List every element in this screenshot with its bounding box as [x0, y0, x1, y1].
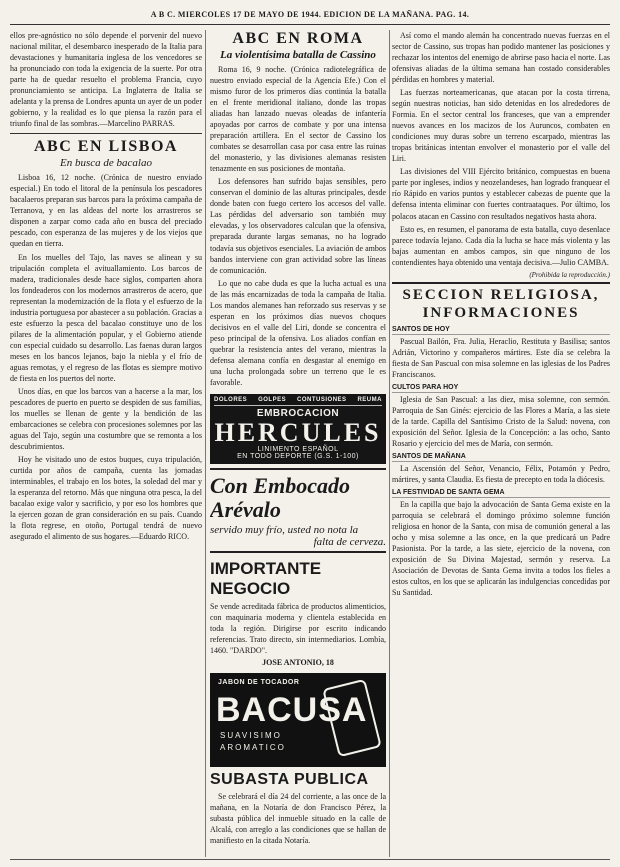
ad-tag: REUMA: [357, 396, 382, 403]
article-paragraph: Esto es, en resumen, el panorama de esta batalla, cuyo desenlace parece todavía lejano. Cada día la lucha se hace más violenta y las bajas aumentan en ambos campos, sin que ninguno de los contendientes haya obtenido una ventaja decisiva.—Julio CAMBA.: [392, 224, 610, 267]
column-religion: [392, 30, 610, 857]
ad-line: EN TODO DEPORTE (G.S. 1-100): [237, 453, 359, 461]
subsection-heading: CULTOS PARA HOY: [392, 384, 610, 393]
ad-tag: CONTUSIONES: [297, 396, 347, 403]
article-paragraph: Así como el mando alemán ha concentrado nuevas fuerzas en el sector de Cassino, sus tropas han podido mantener las posiciones y rechazar los intentos del enemigo de abrirse paso hacia el norte. Las ofensivas aliadas de la última semana han costado considerables pérdidas en hombres y material.: [392, 31, 610, 85]
ad-tag: DOLORES: [214, 396, 248, 403]
ad-line: servido muy frío, usted no nota la: [210, 523, 359, 536]
subsection-heading: SANTOS DE MAÑANA: [392, 453, 610, 462]
subsection-text: Iglesia de San Pascual: a las diez, misa solemne, con sermón. Parroquia de San Ginés: ejercicio de las Flores a María, a las siete de la tarde. Capilla del Santísimo Cristo de la Salud: novena, con exposición del Señor. Iglesia de la Concepción: a las ocho, Santo Rosario y ejercicio del mes de María, con sermón.: [392, 394, 610, 448]
ad-brand: BACUSA: [216, 690, 368, 729]
column-rule: [205, 30, 206, 857]
subsection-text: En la capilla que bajo la advocación de Santa Gema existe en la parroquia se celebrará el domingo próximo solemne función religiosa en honor de la Santa, con misa de comunión general a las ocho y misa solemne a las once, en la que predicará un Padre Pasionista. Por la tarde, a las siete, ejercicio de la novena, con exposición de Su Divina Majestad, sermón y reserva. La Asociación de Devotas de Santa Gema invita a todos los fieles a estos cultos, en los que se aplicarán las indulgencias concedidas por Su Santidad.: [392, 500, 610, 598]
ad-embocado: [210, 474, 386, 547]
section-subtitle: La violentísima batalla de Cassino: [220, 49, 376, 61]
column-roma: [210, 30, 386, 857]
subsection-heading: LA FESTIVIDAD DE SANTA GEMA: [392, 489, 610, 498]
ad-line: LINIMENTO ESPAÑOL: [257, 446, 339, 454]
ad-line: JABON DE TOCADOR: [218, 678, 300, 686]
section-title: ABC EN LISBOA: [34, 138, 178, 156]
divider: [210, 551, 386, 553]
ad-negocio: [210, 559, 386, 667]
ad-subasta: [210, 771, 386, 846]
subsection-heading: SANTOS DE HOY: [392, 326, 610, 335]
column-rule: [389, 30, 390, 857]
page-footer-rule: [10, 859, 610, 864]
section-title: SECCION RELIGIOSA,: [402, 286, 600, 303]
ad-title: Con Embocado Arévalo: [210, 473, 350, 523]
article-paragraph: En los muelles del Tajo, las naves se alinean y su tripulación completa el avituallamiento. Los barcos de madera, tradicionales desde hace siglos, comparten ahora los fondeaderos con los modernos arrastreros de acero, que representan la modernización de la flota y el esfuerzo de la industria portuguesa por abastecer a su población. Gracias a este esfuerzo la pesca del bacalao constituye uno de los pilares de la alimentación popular, y el Gobierno atiende con especial cuidado su desarrollo. Las faenas duran largos meses en los bancos lejanos, bajo la niebla y el frío de aguas remotas, y el regreso de las flotas es siempre motivo de fiesta en los puertos del norte.: [10, 252, 202, 383]
divider: [10, 133, 202, 134]
ad-line: EMBROCACION: [256, 407, 340, 419]
divider: [392, 282, 610, 284]
article-paragraph: Unos días, en que los barcos van a hacerse a la mar, los pescadores de puerto en puerto se despiden de sus familias, los muelles se llenan de gente y la bendición de las embarcaciones se celebra con procesiones solemnes por las aguas del Tajo, según una costumbre que se remonta a los descubrimientos.: [10, 386, 202, 452]
ad-tag: GOLPES: [258, 396, 287, 403]
ad-bacusa: [210, 673, 386, 767]
reproduction-note: (Prohibida la reproducción.): [529, 270, 610, 279]
section-subtitle: En busca de bacalao: [60, 157, 152, 170]
ad-hercules: [210, 394, 386, 464]
subsection-text: Pascual Bailón, Fra. Julia, Heraclio, Restituta y Basilisa; santos Adrián, Victorino y compañeros mártires. Este día se celebra la fiesta de San Pascual con misa solemne en las iglesias de los Padres Franciscanos.: [392, 336, 610, 379]
ad-line: SUAVISIMO: [220, 730, 282, 740]
subsection-text: La Ascensión del Señor, Venancio, Félix, Potamón y Pedro, mártires, y santa Claudia. Es fiesta de precepto en toda la diócesis.: [392, 463, 610, 484]
article-paragraph: Los defensores han sufrido bajas sensibles, pero conservan el dominio de las alturas principales, desde donde baten con fuego certero los accesos del valle. Las pérdidas del adversario son también muy elevadas, y los observadores calculan que la ofensiva, preparada durante largas semanas, no ha logrado todavía sus objetivos esenciales. La aviación de ambos bandos interviene con gran actividad sobre las líneas de comunicación.: [210, 177, 386, 275]
article-paragraph: Lisboa 16, 12 noche. (Crónica de nuestro enviado especial.) En todo el litoral de la península los pescadores bacalaeros preparan sus barcos para la próxima campaña de Terranova, y en las aldeas del norte los arrastreros se disponen a zarpar como cada año en busca del preciado pescado, con esperanza de las mujeres y de los viejos que quedan en tierra.: [10, 173, 202, 249]
article-paragraph: ellos pre-agnóstico no sólo depende el porvenir del nuevo nacional militar, el desembarco inesperado de la Italia para devastaciones y humanitaria inglesa de los vencedores se ha pronunciado con toda la exigencia de la suerte. Por otra parte ha de quedar resuelto el problema Francia, cuyo pronunciamiento se anticipa. La Inglaterra de Italia se adelanta y la prensa de Londres apunta un ayer de un poder gobierno, y la realidad es lo que piensa la razón para el triunfo final de las sombras.—Marcelino PARRAS.: [10, 31, 202, 129]
ad-brand: HERCULES: [214, 417, 382, 447]
ad-body: Se celebrará el día 24 del corriente, a las once de la mañana, en la Notaría de don Francisco Pérez, la subasta pública del inmueble situado en la calle de Alcalá, con arreglo a las condiciones que se hallan de manifiesto en la citada Notaría.: [210, 791, 386, 845]
ad-line: falta de cerveza.: [313, 535, 386, 548]
ad-title: IMPORTANTE NEGOCIO: [210, 558, 322, 598]
soap-bar-icon: [322, 678, 382, 757]
page-header: A B C. MIERCOLES 17 DE MAYO DE 1944. EDICION DE LA MAÑANA. PAG. 14.: [10, 10, 610, 25]
column-lisboa: [10, 30, 202, 857]
ad-title: SUBASTA PUBLICA: [210, 770, 369, 788]
section-title: INFORMACIONES: [422, 305, 580, 322]
ad-body: Se vende acreditada fábrica de productos alimenticios, con maquinaria moderna y clientela establecida en toda la región. Dirigirse por escrito indicando referencias. Trato directo, sin intermediarios. Lombía, 1460. "DARDO".: [210, 601, 386, 655]
ad-line: AROMATICO: [220, 742, 286, 752]
divider: [210, 468, 386, 470]
article-paragraph: Las divisiones del VIII Ejército británico, compuestas en buena parte por ingleses, indios y neozelandeses, han logrado franquear el río Rápido en varios puntos y establecer cabezas de puente que la defensa intenta eliminar con fuertes contraataques. Por último, los polacos atacan en Cassino con resultados negativos hasta ahora.: [392, 167, 610, 221]
ad-address: JOSE ANTONIO, 18: [262, 657, 334, 667]
article-paragraph: Las fuerzas norteamericanas, que atacan por la costa tirrena, según nuestras noticias, han sido detenidas en los alrededores de Formia. En el sector central los franceses, que van a emprender nuevos avances en los macizos de los Auruncos, combaten en condiciones muy duras sobre un terreno escarpado, mientras las tropas británicas intentan envolver el monasterio por el valle del Liri.: [392, 88, 610, 164]
article-paragraph: Hoy he visitado uno de estos buques, cuya tripulación, curtida por años de campaña, cuenta las jornadas interminables, el trabajo en los botes, la soledad del mar y la esperanza del retorno. Más que ninguna otra pesca, la del bacalao exige valor y sacrificio, y por eso los hombres que la ejercen gozan de gran consideración en su país. Cuando la flota regrese, en otoño, Portugal tendrá de nuevo asegurado el alimento de sus hogares.—Eduardo RICO.: [10, 455, 202, 542]
article-paragraph: Roma 16, 9 noche. (Crónica radiotelegráfica de nuestro enviado especial de la Agencia Efe.) Con el mismo furor de los primeros días continúa la batalla en el frente meridional italiano, donde las tropas aliadas han lanzado nuevas oleadas de infantería apoyadas por carros de combate y por una intensa preparación artillera. En el sector de Cassino los combates se desarrollan casa por casa entre las ruinas del monasterio, y las divisiones alemanas resisten tenazmente en sus posiciones de montaña.: [210, 65, 386, 174]
article-paragraph: Lo que no cabe duda es que la lucha actual es una de las más encarnizadas de toda la campaña de Italia. Los mandos alemanes han reforzado sus reservas y se esperan en los próximos días nuevos choques decisivos en el valle del Liri, donde se concentra el peso principal de la ofensiva. Los aliados confían en quebrar la resistencia antes del verano, mientras la defensa alemana confía en desgastar al enemigo en una lucha prolongada sobre un terreno que le es favorable.: [210, 278, 386, 387]
section-title: ABC EN ROMA: [232, 30, 364, 47]
ad-tags: [214, 397, 382, 406]
